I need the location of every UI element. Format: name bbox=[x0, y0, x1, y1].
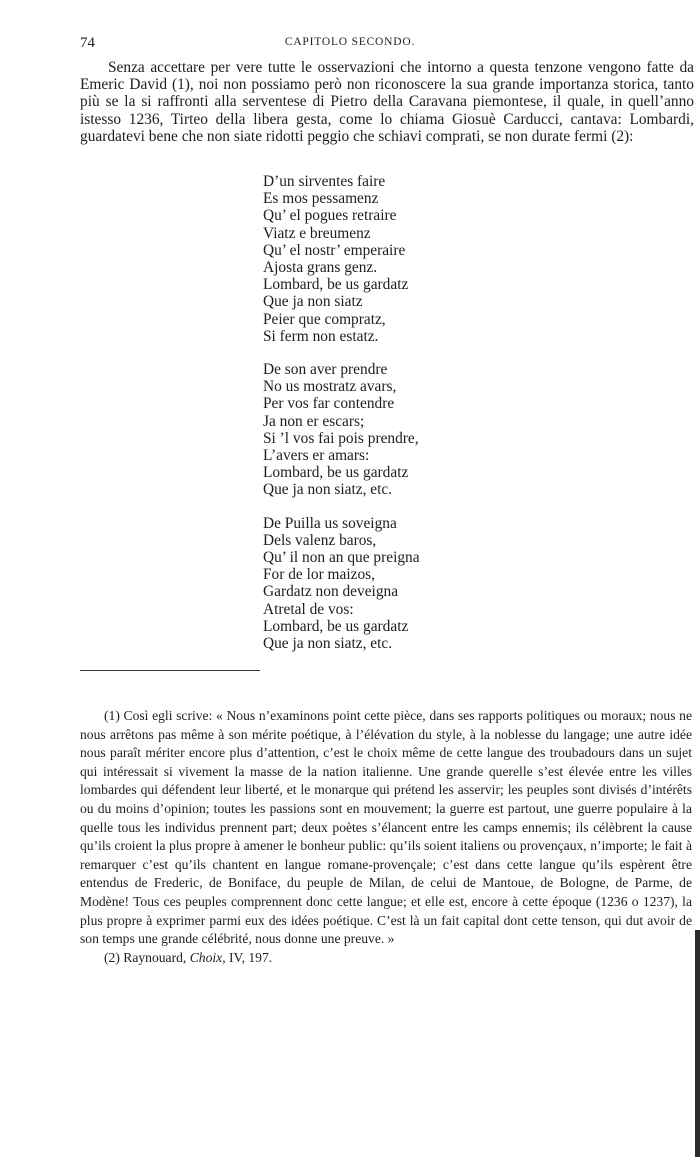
verse-line: Qu’ el nostr’ emperaire bbox=[263, 241, 406, 259]
verse-line: Si ’l vos fai pois prendre, bbox=[263, 429, 419, 447]
page-number: 74 bbox=[80, 35, 95, 51]
verse-line: Gardatz non deveigna bbox=[263, 583, 399, 601]
verse-line: Lombard, be us gardatz bbox=[263, 617, 409, 635]
poem bbox=[263, 173, 420, 668]
footnote-2-title: Choix bbox=[189, 949, 223, 965]
running-head: CAPITOLO SECONDO. bbox=[284, 36, 416, 48]
verse-line: Per vos far contendre bbox=[263, 395, 395, 413]
verse-line: Viatz e breumenz bbox=[263, 224, 371, 242]
verse-line: Si ferm non estatz. bbox=[263, 327, 379, 345]
footnote-2-suffix: , IV, 197. bbox=[222, 949, 273, 965]
verse-line: Lombard, be us gardatz bbox=[263, 464, 409, 482]
poem-stanza-1 bbox=[263, 173, 420, 345]
verse-line: Ajosta grans genz. bbox=[263, 259, 378, 277]
body-paragraph bbox=[80, 59, 694, 145]
verse-line: Dels valenz baros, bbox=[263, 531, 377, 549]
footnote-separator bbox=[80, 670, 260, 671]
footnotes bbox=[80, 707, 692, 967]
verse-line: L’avers er amars: bbox=[263, 447, 370, 465]
verse-line: Atretal de vos: bbox=[263, 600, 354, 618]
verse-line: Qu’ il non an que preigna bbox=[263, 549, 420, 567]
footnote-2 bbox=[80, 949, 692, 968]
scan-page-edge bbox=[695, 930, 700, 1157]
footnote-1 bbox=[80, 707, 692, 949]
verse-line: No us mostratz avars, bbox=[263, 378, 397, 396]
verse-line: D’un sirventes faire bbox=[263, 173, 386, 190]
poem-stanza-3 bbox=[263, 515, 420, 653]
verse-line: Peier que compratz, bbox=[263, 310, 386, 328]
verse-line: Qu’ el pogues retraire bbox=[263, 207, 397, 225]
footnote-1-text: (1) Così egli scrive: « Nous n’examinons point cette pièce, dans ses rapports politiques ou moraux; nous ne nous arrêtons pas même à son mérite poétique, à l’élévation du style, à la noblesse du langage; une autre idée nous paraît mériter encore plus d’attention, c’est le choix même de cette langue des troubadours dans un sujet qui intéressait si vivement la masse de la nation italienne. Une grande querelle s’est élevée entre les villes lombardes qui défendent leur liberté, et le monarque qui prétend les asservir; les peuples sont divisés d’intérêts ou du moins d’opinion; toutes les passions sont en mouvement; la guerre est partout, une guerre populaire à la quelle tous les individus prennent part; deux poètes s’élancent entre les camps ennemis; ils célèbrent la cause qu’ils croient la plus propre à amener le bonheur public: qu’ils soient italiens ou provençaux, n’importe; le fait à remarquer c’est qu’ils chantent en langue romane-provençale; c’est dans cette langue qu’ils espèrent être entendus de Frederic, de Boniface, du peuple de Milan, de celui de Mantoue, de Bologne, de Parme, de Modène! Tous ces peuples comprennent donc cette langue; et elle est, encore à cette époque (1236 o 1237), la plus propre à exprimer parmi eux des idées poétique. C’est là un fait capital dont cette tenson, qui dut avoir de son temps une grande célébrité, nous donne une preuve. » bbox=[80, 708, 692, 947]
verse-line: Que ja non siatz bbox=[263, 293, 363, 311]
verse-line: For de lor maizos, bbox=[263, 566, 375, 584]
verse-line: De son aver prendre bbox=[263, 361, 388, 379]
verse-line: De Puilla us soveigna bbox=[263, 514, 397, 532]
verse-line: Lombard, be us gardatz bbox=[263, 276, 409, 294]
verse-line: Que ja non siatz, etc. bbox=[263, 635, 393, 653]
verse-line: Ja non er escars; bbox=[263, 412, 365, 430]
poem-stanza-2 bbox=[263, 361, 420, 499]
verse-line: Que ja non siatz, etc. bbox=[263, 481, 393, 499]
body-paragraph-text: Senza accettare per vere tutte le osservazioni che intorno a questa tenzone vengono fatte da Emeric David (1), noi non possiamo però non riconoscere la sua grande importanza storica, tanto più se la si raffronti alla serventese di Pietro della Caravana piemontese, il quale, in quell’anno istesso 1236, Tirteo della libera gesta, come lo chiama Giosuè Carducci, cantava: Lombardi, guardatevi bene che non siate ridotti peggio che schiavi comprati, se non durate fermi (2): bbox=[80, 59, 694, 145]
verse-line: Es mos pessamenz bbox=[263, 190, 379, 208]
footnote-2-prefix: (2) Raynouard, bbox=[104, 949, 190, 965]
page-header bbox=[0, 35, 700, 55]
